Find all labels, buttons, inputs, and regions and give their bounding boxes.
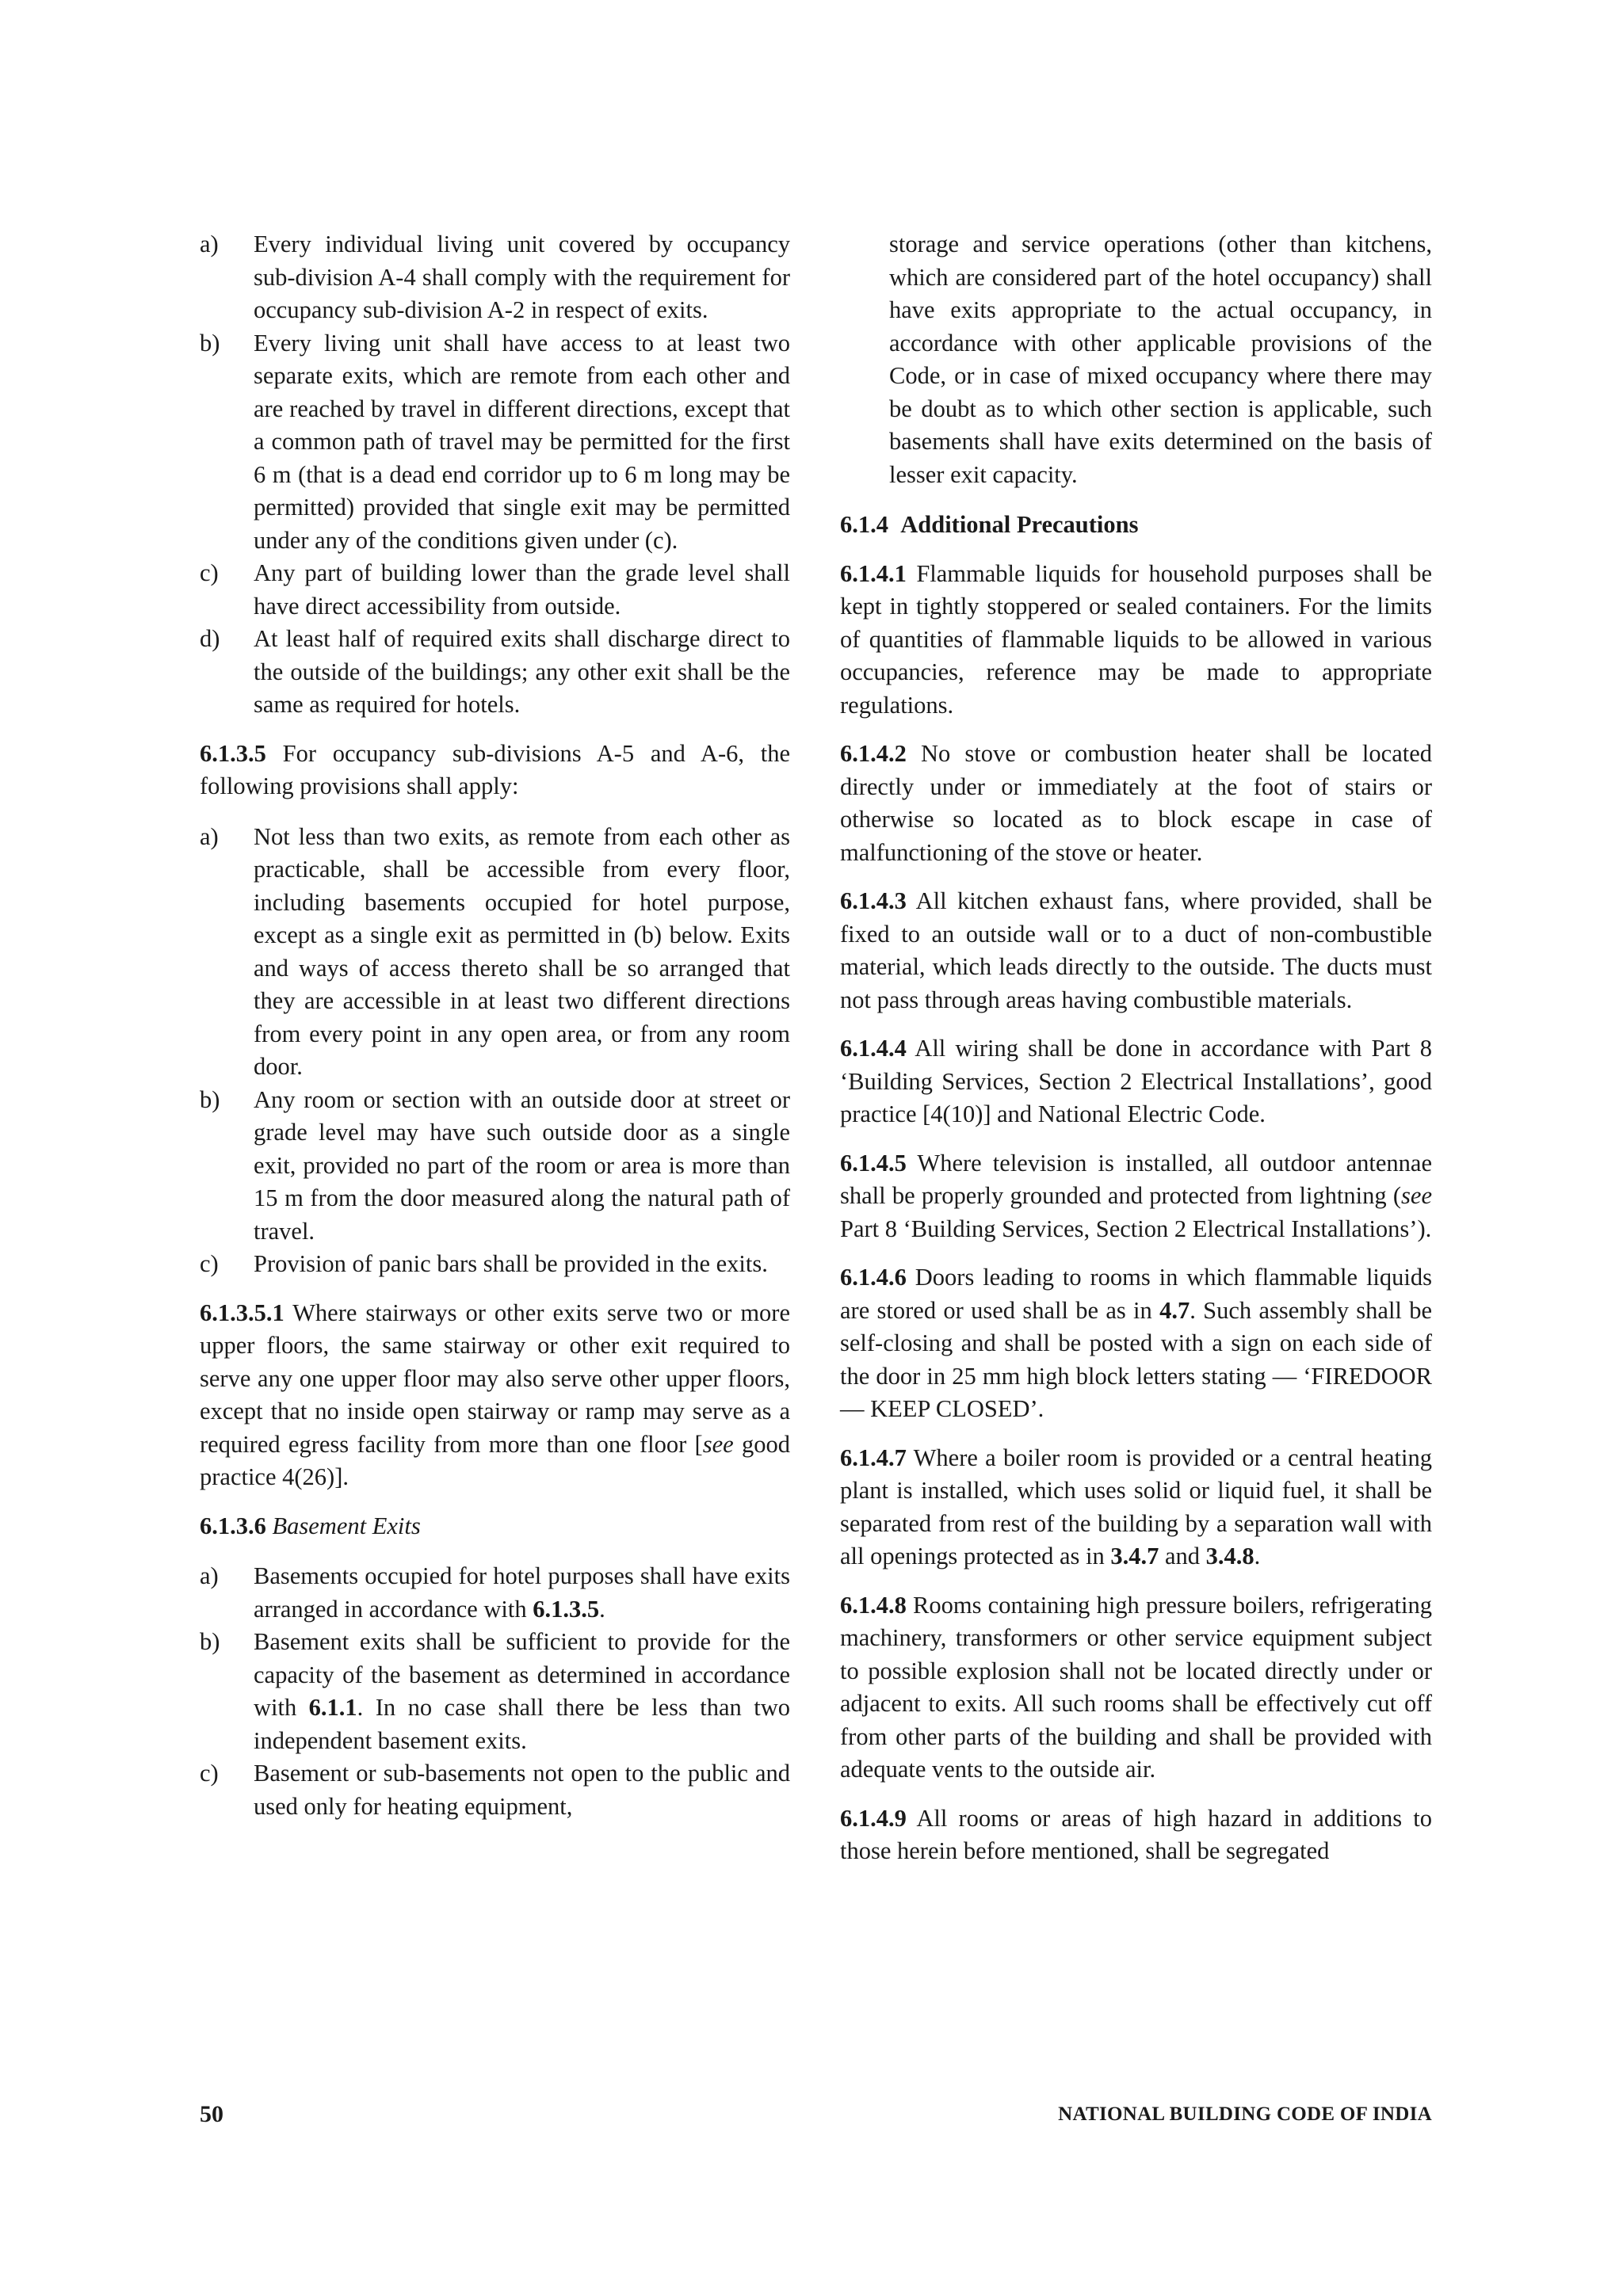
list-marker: c) (200, 1760, 219, 1787)
clause-6-1-3-6 (200, 1510, 790, 1543)
clause-text: . Such assembly shall be self-closing and shall be posted with a sign on each side of the door in 25 mm high block letters stating — ‘FIREDOOR — KEEP CLOSED’. (840, 1296, 1433, 1422)
list-marker: d) (200, 625, 220, 652)
cross-reference: 6.1.3.5 (533, 1595, 600, 1623)
list-text: Provision of panic bars shall be provided in the exits. (254, 1250, 768, 1277)
list-hotel-exits (151, 821, 790, 1281)
clause-number: 6.1.4.7 (840, 1444, 907, 1471)
clause-number: 6.1.4.3 (840, 887, 907, 914)
section-heading-6-1-4 (840, 509, 1432, 542)
clause-number: 6.1.4.5 (840, 1149, 907, 1177)
clause-text: Flammable liquids for household purposes shall be kept in tightly stoppered or sealed containers. For the limits of quantities of flammable liquids to be allowed in various occupancies, reference may be made to appropriate regulations. (840, 559, 1432, 719)
clause-text: Where television is installed, all outdoor antennae shall be properly grounded and protected from lightning ( (840, 1149, 1432, 1209)
list-text: . In no case shall there be less than two independent basement exits. (254, 1694, 790, 1754)
list-item (151, 327, 790, 558)
cross-reference: 4.7 (1159, 1296, 1190, 1324)
clause-6-1-4-5 (840, 1147, 1432, 1246)
list-item (151, 1626, 790, 1757)
list-text: At least half of required exits shall discharge direct to the outside of the buildings; any other exit shall be the same as required for hotels. (254, 625, 790, 718)
running-footer-title: NATIONAL BUILDING CODE OF INDIA (1058, 2103, 1432, 2125)
clause-number: 6.1.4.6 (840, 1264, 907, 1291)
section-title: Additional Precautions (900, 511, 1139, 538)
clause-number: 6.1.3.6 (200, 1512, 266, 1539)
list-item (151, 1248, 790, 1281)
clause-6-1-4-3 (840, 885, 1432, 1016)
clause-6-1-4-4 (840, 1032, 1432, 1131)
clause-text: All kitchen exhaust fans, where provided, shall be fixed to an outside wall or to a duct of non-combustible material, which leads directly to the outside. The ducts must not pass through areas having combustible materials. (840, 887, 1432, 1013)
list-text: Not less than two exits, as remote from each other as practicable, shall be accessible from every floor, including basements occupied for hotel purpose, except as a single exit as permitted in (b) below. Exits and ways of access thereto shall be so arranged that they are accessible in at least two different directions from every point in any open area, or from any room door. (254, 822, 790, 1080)
list-item (151, 1757, 790, 1823)
list-item (151, 623, 790, 722)
clause-text: Where a boiler room is provided or a central heating plant is installed, which uses solid or liquid fuel, it shall be separated from rest of the building by a separation wall with all openings protected as in (840, 1444, 1432, 1569)
clause-6-1-4-1 (840, 558, 1432, 723)
list-text: Basements occupied for hotel purposes shall have exits arranged in accordance with (254, 1562, 790, 1623)
page-number: 50 (200, 2101, 223, 2127)
list-marker: b) (200, 1085, 220, 1113)
clause-number: 6.1.4.1 (840, 559, 907, 587)
clause-number: 6.1.4.8 (840, 1591, 907, 1619)
right-column (840, 228, 1432, 1868)
left-column (200, 228, 790, 1823)
list-item (151, 1560, 790, 1626)
clause-6-1-4-6 (840, 1261, 1432, 1426)
list-marker: b) (200, 329, 220, 357)
see-reference: see (1401, 1182, 1432, 1209)
clause-title: Basement Exits (272, 1512, 421, 1539)
list-marker: a) (200, 822, 219, 850)
list-marker: c) (200, 1250, 219, 1277)
list-marker: a) (200, 1562, 219, 1589)
clause-text: . (1254, 1543, 1261, 1569)
list-text: Basement or sub-basements not open to the public and used only for heating equipment, (254, 1760, 790, 1820)
see-reference: see (702, 1430, 734, 1458)
list-item (151, 1084, 790, 1249)
cross-reference: 3.4.7 (1110, 1543, 1159, 1569)
list-text: Any part of building lower than the grade level shall have direct accessibility from outside. (254, 559, 790, 620)
list-basement-exits (151, 1560, 790, 1823)
cross-reference: 3.4.8 (1205, 1543, 1254, 1569)
clause-text: Part 8 ‘Building Services, Section 2 Electrical Installations’). (840, 1215, 1432, 1242)
list-item (151, 557, 790, 623)
list-marker: a) (200, 231, 219, 257)
clause-number: 6.1.4.9 (840, 1804, 907, 1832)
list-text: Every living unit shall have access to at least two separate exits, which are remote from each other and are reached by travel in different directions, except that a common path of travel may be permitted for the first 6 m (that is a dead end corridor up to 6 m long may be permitted) provided that single exit may be permitted under any of the conditions given under (c). (254, 329, 790, 554)
clause-number: 6.1.4.4 (840, 1035, 907, 1062)
clause-number: 6.1.3.5.1 (200, 1299, 285, 1326)
cross-reference: 6.1.1 (308, 1694, 357, 1721)
clause-text: Doors leading to rooms in which flammable liquids are stored or used shall be as in (840, 1264, 1432, 1324)
clause-text: For occupancy sub-divisions A-5 and A-6, the following provisions shall apply: (200, 739, 790, 799)
list-marker: b) (200, 1628, 220, 1655)
clause-number: 6.1.3.5 (200, 739, 266, 767)
list-text: Every individual living unit covered by occupancy sub-division A-4 shall comply with the requirement for occupancy sub-division A-2 in respect of exits. (254, 231, 790, 323)
clause-6-1-4-9 (840, 1802, 1432, 1868)
list-item (151, 821, 790, 1084)
section-number: 6.1.4 (840, 511, 888, 538)
list-marker: c) (200, 559, 219, 586)
clause-text: All rooms or areas of high hazard in additions to those herein before mentioned, shall be segregated (840, 1804, 1432, 1864)
list-text: Basement exits shall be sufficient to provide for the capacity of the basement as determined in accordance with (254, 1628, 790, 1721)
clause-6-1-4-8 (840, 1589, 1432, 1787)
clause-text: All wiring shall be done in accordance with Part 8 ‘Building Services, Section 2 Electrical Installations’, good practice [4(10)] and National Electric Code. (840, 1035, 1432, 1127)
list-text: Any room or section with an outside door at street or grade level may have such outside door as a single exit, provided no part of the room or area is more than 15 m from the door measured along the natural path of travel. (254, 1085, 790, 1245)
clause-text: Where stairways or other exits serve two or more upper floors, the same stairway or other exit required to serve any one upper floor may also serve other upper floors, except that no inside open stairway or ramp may serve as a required egress facility from more than one floor [ (200, 1299, 790, 1458)
clause-6-1-4-7 (840, 1442, 1432, 1573)
clause-6-1-4-2 (840, 738, 1432, 869)
clause-text: Rooms containing high pressure boilers, refrigerating machinery, transformers or other service equipment subject to possible explosion shall not be located directly under or adjacent to exits. All such rooms shall be effectively cut off from other parts of the building and shall be provided with adequate vents to the outside air. (840, 1591, 1432, 1783)
clause-text: good practice 4(26)]. (200, 1430, 790, 1490)
clause-text: No stove or combustion heater shall be located directly under or immediately at the foot of stairs or otherwise so located as to block escape in case of malfunctioning of the stove or heater. (840, 740, 1432, 866)
list-text: . (599, 1595, 605, 1623)
clause-text: and (1159, 1543, 1206, 1569)
continued-list-text: storage and service operations (other than kitchens, which are considered part of the hotel occupancy) shall have exits appropriate to the actual occupancy, in accordance with other applicable provisions of the Code, or in case of mixed occupancy where there may be doubt as to which other section is applicable, such basements shall have exits determined on the basis of lesser exit capacity. (889, 231, 1432, 488)
list-item (151, 228, 790, 327)
clause-6-1-3-5-1 (200, 1297, 790, 1494)
clause-6-1-3-5 (200, 738, 790, 803)
list-living-units (151, 228, 790, 722)
clause-number: 6.1.4.2 (840, 740, 907, 767)
